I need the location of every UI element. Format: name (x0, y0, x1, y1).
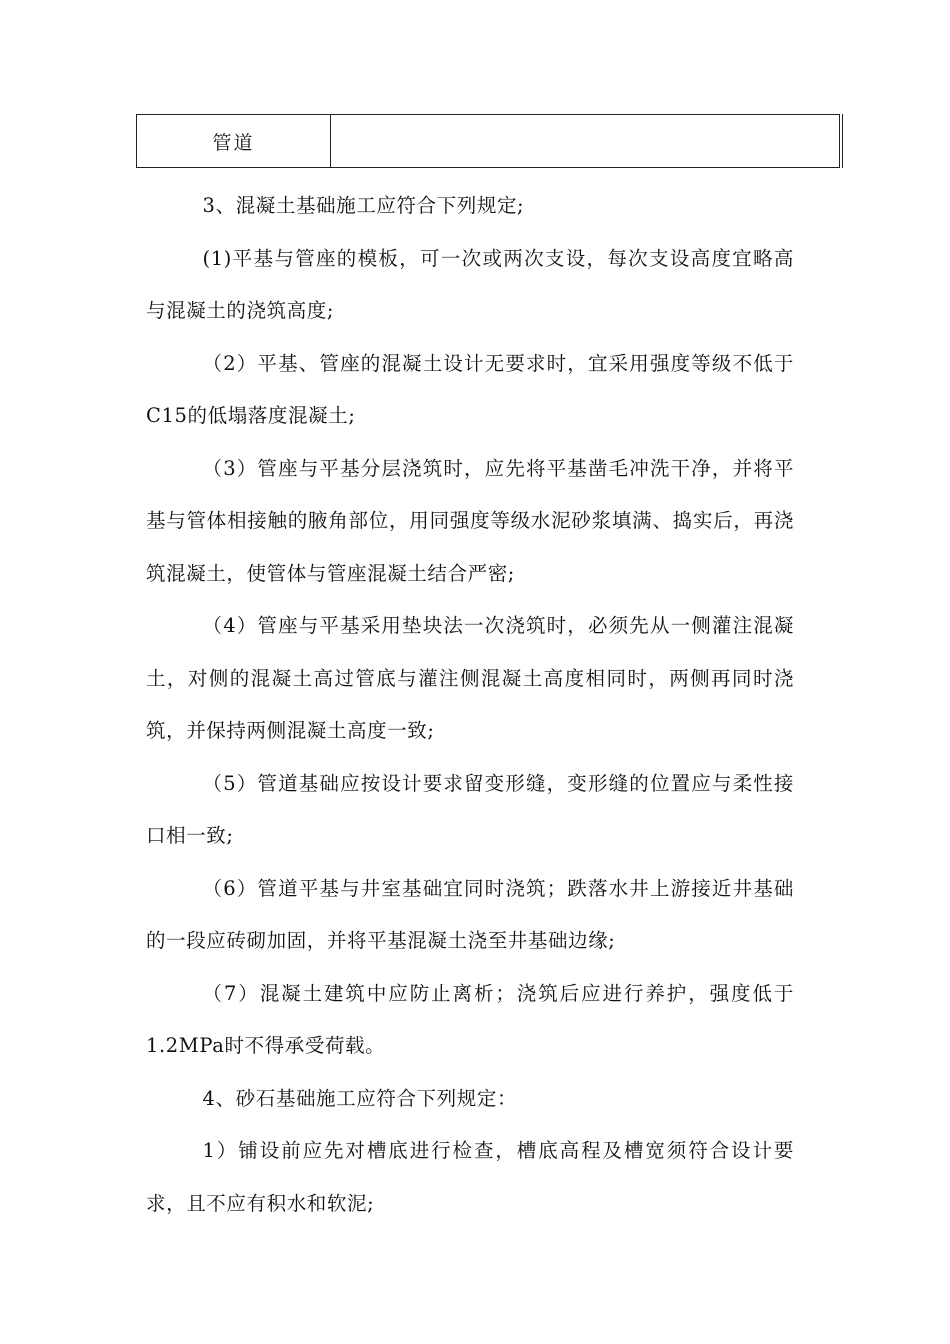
table-fragment (136, 114, 840, 168)
paragraph-item-4: （4）管座与平基采用垫块法一次浇筑时，必须先从一侧灌注混凝土，对侧的混凝土高过管底与灌注侧混凝土高度相同时，两侧再同时浇筑，并保持两侧混凝土高度一致; (146, 614, 794, 742)
table-column-divider (330, 115, 331, 167)
paragraph-item-4-1: 1）铺设前应先对槽底进行检查，槽底高程及槽宽须符合设计要求，且不应有积水和软泥; (146, 1139, 794, 1215)
paragraph-item-6: （6）管道平基与井室基础宜同时浇筑；跌落水井上游接近井基础的一段应砖砌加固，并将平基混凝土浇至井基础边缘; (146, 876, 794, 952)
section-heading-4: 4、砂石基础施工应符合下列规定： (202, 1086, 518, 1110)
paragraph-item-3: （3）管座与平基分层浇筑时，应先将平基凿毛冲洗干净，并将平基与管体相接触的腋角部位，用同强度等级水泥砂浆填满、捣实后，再浇筑混凝土，使管体与管座混凝土结合严密; (146, 456, 794, 585)
table-cell-label: 管道 (212, 131, 255, 154)
paragraph-item-1: (1)平基与管座的模板，可一次或两次支设，每次支设高度宜略高与混凝土的浇筑高度; (146, 246, 794, 322)
table-double-border (842, 114, 843, 168)
section-heading-3: 3、混凝土基础施工应符合下列规定; (202, 194, 525, 217)
paragraph-item-5: （5）管道基础应按设计要求留变形缝，变形缝的位置应与柔性接口相一致; (146, 771, 794, 847)
document-body (146, 180, 794, 1230)
paragraph-item-2: （2）平基、管座的混凝土设计无要求时，宜采用强度等级不低于C15的低塌落度混凝土; (146, 351, 794, 427)
paragraph-item-7: （7）混凝土建筑中应防止离析；浇筑后应进行养护，强度低于1.2MPa时不得承受荷载。 (146, 981, 794, 1057)
